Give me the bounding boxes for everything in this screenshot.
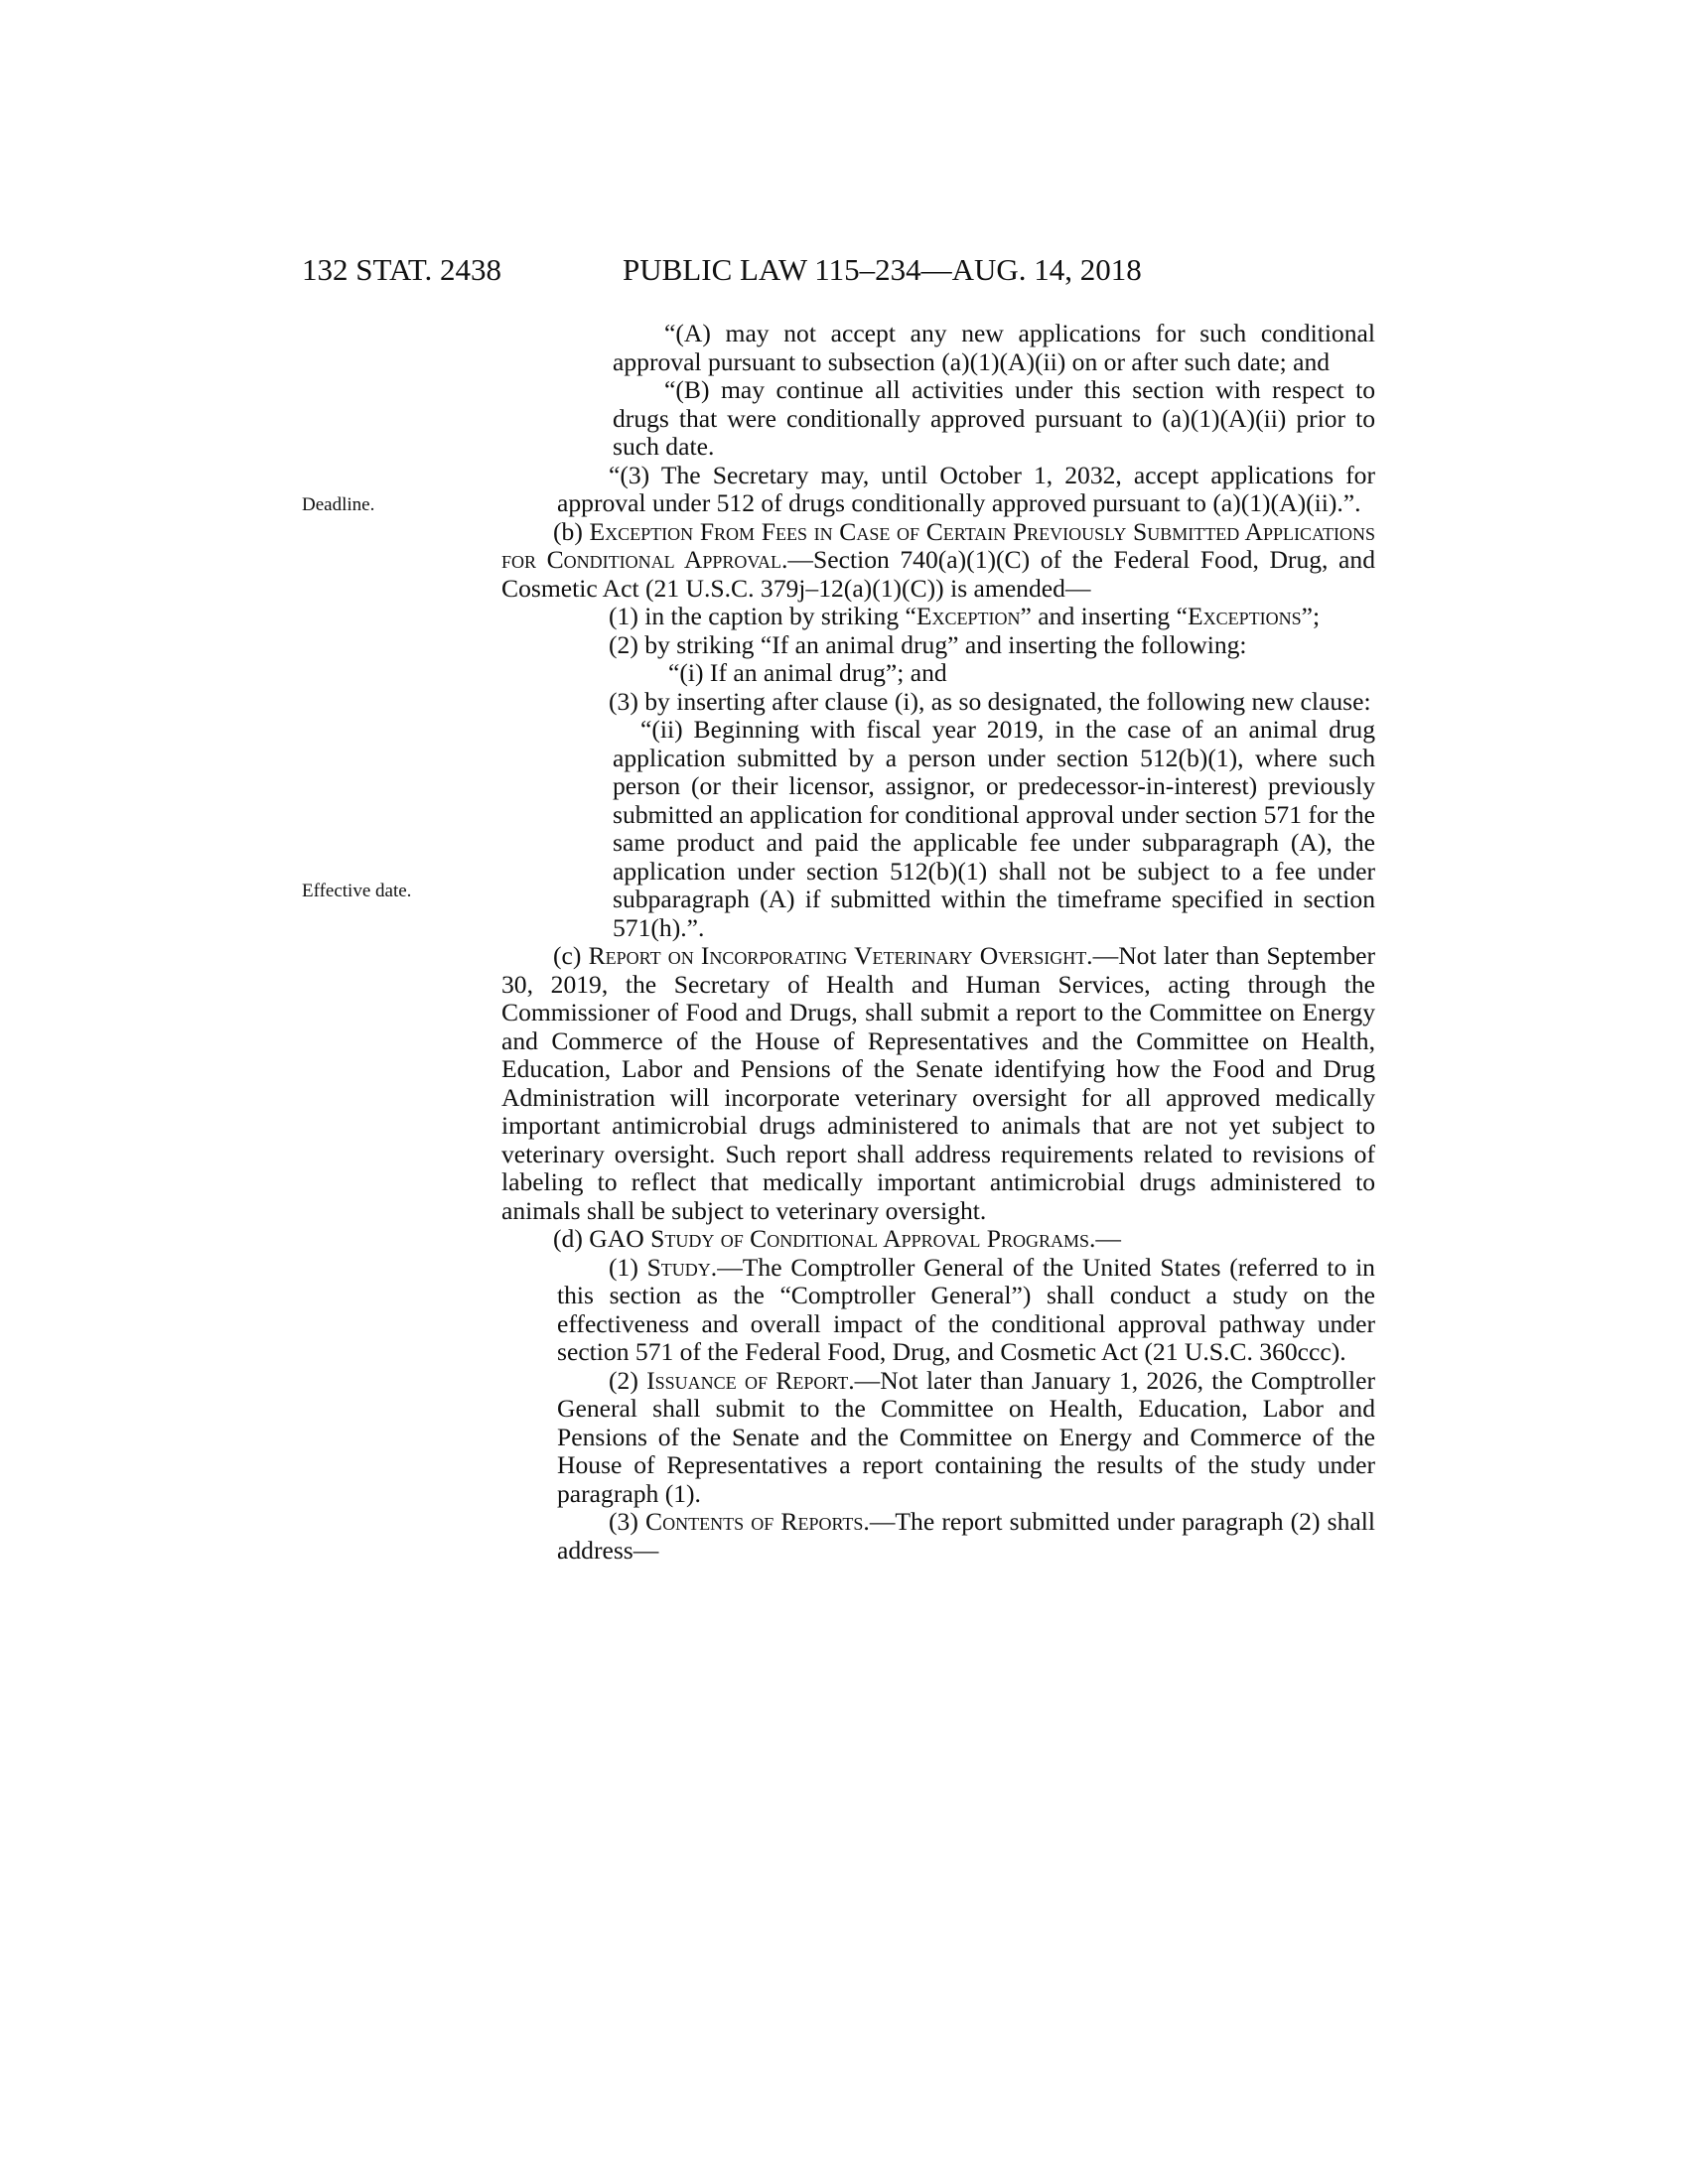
margin-note-effective-date: Effective date. [302, 881, 412, 901]
subsection-label: (b) [553, 516, 583, 546]
paragraph-3: “(3) The Secretary may, until October 1, 2032, accept applications for approval under 512 of drugs conditionally approved pursuant to (a)(1)(A)(ii).”. [557, 460, 1375, 517]
margin-note-deadline: Deadline. [302, 494, 375, 515]
subsection-text: — [1095, 1224, 1121, 1253]
amendment-3: (3) by inserting after clause (i), as so designated, the following new clause: [609, 686, 1371, 716]
amendment-2: (2) by striking “If an animal drug” and inserting the following: [609, 629, 1247, 659]
subsection-text: —Section 740(a)(1)(C) of the Federal Food, Drug, and Cosmetic Act (21 U.S.C. 379j–12(a)(1)(C)) is amended— [501, 545, 1375, 603]
caption-term-new: Exceptions [1187, 602, 1302, 630]
paragraph-heading: Issuance of Report. [646, 1365, 855, 1395]
subsection-heading: Exception From Fees in Case of Certain Previously Submitted Applications for Conditional Approval. [501, 516, 1375, 574]
paragraph-heading: Contents of Reports. [645, 1507, 870, 1536]
running-head: PUBLIC LAW 115–234—AUG. 14, 2018 [623, 252, 1142, 287]
clause-ii: “(ii) Beginning with fiscal year 2019, in the case of an animal drug application submitted by a person under section 512(b)(1), where such person (or their licensor, assignor, or predecessor-in-interest) previously submitted an application for conditional approval under section 571 for the same product and paid the applicable fee under subparagraph (A), the application under section 512(b)(1) shall not be subject to a fee under subparagraph (A) if submitted within the timeframe specified in section 571(h).”. [613, 715, 1375, 942]
subsection-heading: GAO Study of Conditional Approval Programs. [589, 1224, 1096, 1253]
amendment-1: (1) in the caption by striking “Exception” and inserting “Exceptions”; [609, 602, 1321, 630]
paragraph-d-1: (1) Study.—The Comptroller General of the United States (referred to in this section as the “Comptroller General”) shall conduct a study on the effectiveness and overall impact of the conditional approval pathway under section 571 of the Federal Food, Drug, and Cosmetic Act (21 U.S.C. 360ccc). [557, 1252, 1375, 1366]
subsection-text: —Not later than September 30, 2019, the Secretary of Health and Human Services, acting through the Commissioner of Food and Drugs, shall submit a report to the Committee on Energy and Commerce of the House of Representatives and the Committee on Health, Education, Labor and Pensions of the Senate identifying how the Food and Drug Administration will incorporate veterinary oversight for all approved medically important antimicrobial drugs administered to animals that are not yet subject to veterinary oversight. Such report shall address requirements related to revisions of labeling to reflect that medically important antimicrobial drugs administered to animals shall be subject to veterinary oversight. [501, 941, 1375, 1225]
page-header [302, 250, 1374, 290]
subsection-d [501, 1225, 1375, 1254]
paragraph-a: “(A) may not accept any new applications for such conditional approval pursuant to subsection (a)(1)(A)(ii) on or after such date; and [613, 319, 1375, 376]
paragraph-d-3: (3) Contents of Reports.—The report submitted under paragraph (2) shall address— [557, 1507, 1376, 1565]
paragraph-d-2: (2) Issuance of Report.—Not later than January 1, 2026, the Comptroller General shall submit to the Committee on Health, Education, Labor and Pensions of the Senate and the Committee on Energy and Commerce of the House of Representatives a report containing the results of the study under paragraph (1). [557, 1365, 1375, 1508]
paragraph-heading: Study. [646, 1252, 718, 1282]
subsection-heading: Report on Incorporating Veterinary Oversight. [588, 941, 1093, 970]
subsection-b [501, 518, 1375, 604]
paragraph-b: “(B) may continue all activities under this section with respect to drugs that were conditionally approved pursuant to (a)(1)(A)(ii) prior to such date. [613, 375, 1375, 461]
statute-body [501, 320, 1375, 1565]
clause-i: “(i) If an animal drug”; and [668, 658, 947, 687]
subsection-label: (c) [553, 941, 582, 970]
statute-page-number: 132 STAT. 2438 [302, 252, 502, 287]
caption-term-old: Exception [915, 602, 1021, 630]
subsection-label: (d) [553, 1224, 583, 1253]
subsection-c [501, 942, 1375, 1225]
